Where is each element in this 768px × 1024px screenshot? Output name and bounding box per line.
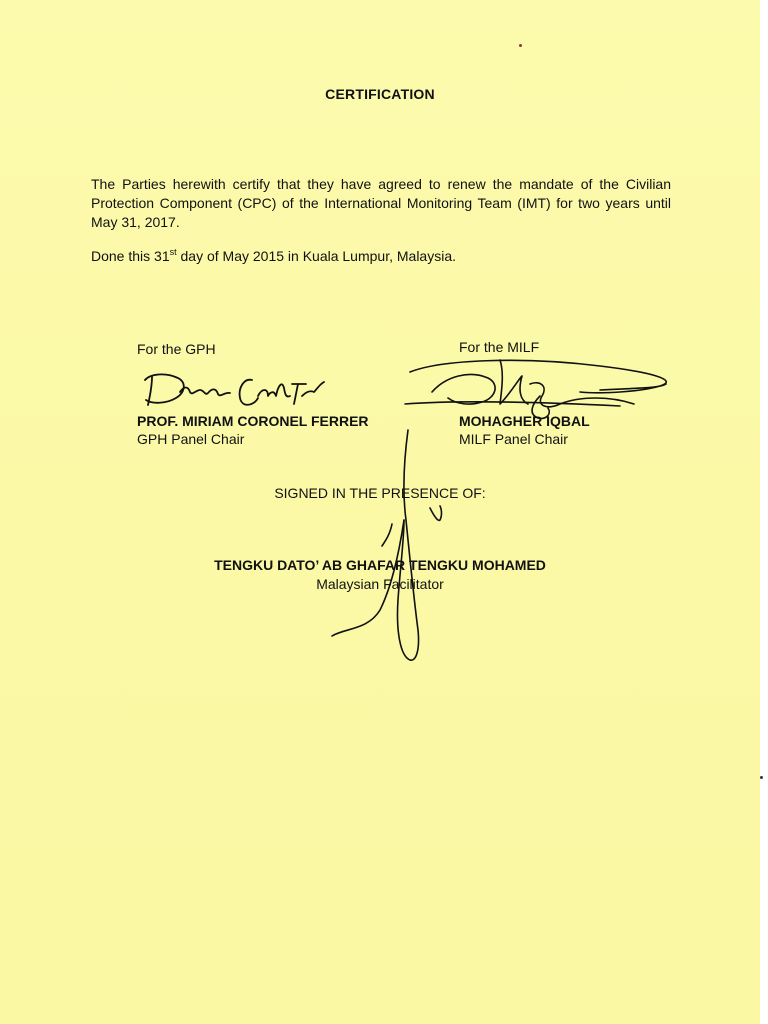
done-superscript: st <box>169 247 177 257</box>
milf-signatory-role: MILF Panel Chair <box>459 431 568 447</box>
done-suffix: day of May 2015 in Kuala Lumpur, Malaysia. <box>176 248 457 264</box>
milf-label: For the MILF <box>459 339 540 355</box>
page-edge <box>760 0 768 1024</box>
milf-signatory-name: MOHAGHER IQBAL <box>459 413 590 429</box>
paper-speck <box>760 776 763 779</box>
gph-signatory-name: PROF. MIRIAM CORONEL FERRER <box>137 413 369 429</box>
gph-signatory-role: GPH Panel Chair <box>137 431 245 447</box>
witness-role: Malaysian Facilitator <box>316 576 444 592</box>
certification-paragraph: The Parties herewith certify that they have agreed to renew the mandate of the Civilian Protection Component (CPC) of the International Monitoring Team (IMT) for two years until May 31, 2017. <box>91 176 671 230</box>
done-line <box>91 248 456 264</box>
witness-heading: SIGNED IN THE PRESENCE OF: <box>274 485 486 501</box>
done-prefix: Done this 31 <box>91 248 170 264</box>
witness-name: TENGKU DATO’ AB GHAFAR TENGKU MOHAMED <box>214 557 546 573</box>
paper-speck <box>519 44 522 47</box>
gph-label: For the GPH <box>137 341 216 357</box>
document-title: CERTIFICATION <box>325 86 435 102</box>
